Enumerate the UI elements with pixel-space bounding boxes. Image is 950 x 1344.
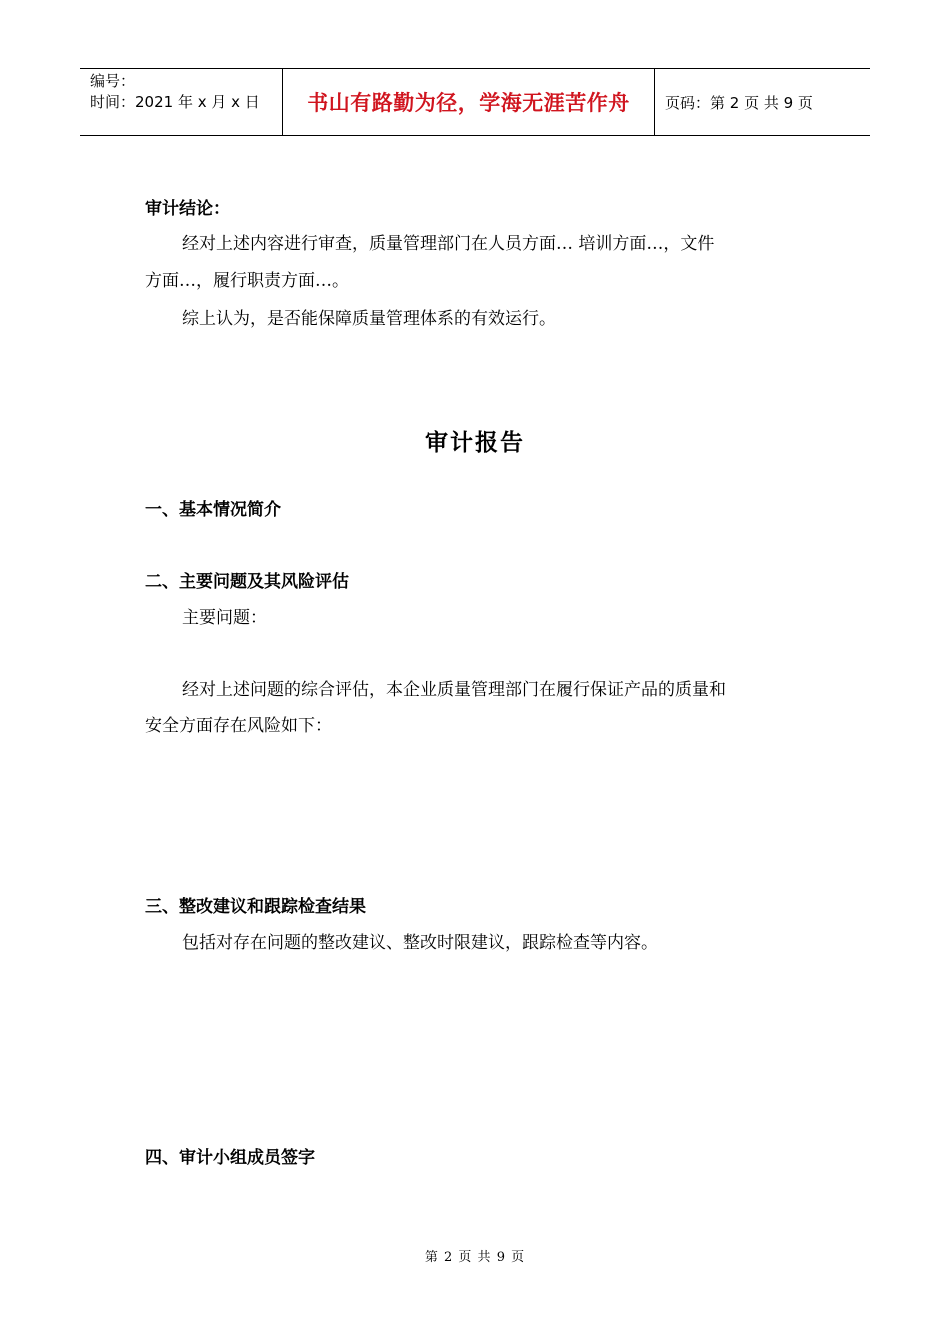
conclusion-line-1: 经对上述内容进行审查，质量管理部门在人员方面… 培训方面…，文件 [182,234,715,254]
header-page-cell [655,69,870,135]
section-1-heading: 一、基本情况简介 [145,500,281,520]
header-motto-cell [282,69,655,135]
section-2-paragraph-line-1: 经对上述问题的综合评估，本企业质量管理部门在履行保证产品的质量和 [182,680,726,700]
section-4-heading: 四、审计小组成员签字 [145,1148,315,1168]
section-2-paragraph-line-2: 安全方面存在风险如下： [145,716,332,736]
section-2-subheading: 主要问题： [182,608,267,628]
report-title: 审计报告 [425,430,525,456]
page-code: 页码：第 2 页 共 9 页 [665,93,813,112]
page-footer: 第 2 页 共 9 页 [424,1250,526,1265]
conclusion-heading: 审计结论： [145,199,230,219]
section-3-paragraph: 包括对存在问题的整改建议、整改时限建议，跟踪检查等内容。 [182,933,658,953]
page-header [80,68,870,136]
conclusion-line-2: 方面…，履行职责方面…。 [145,271,349,291]
motto-text: 书山有路勤为径，学海无涯苦作舟 [307,91,630,115]
time-label: 时间：2021 年 x 月 x 日 [90,93,260,111]
section-3-heading: 三、整改建议和跟踪检查结果 [145,897,366,917]
header-meta [80,69,282,135]
section-2-heading: 二、主要问题及其风险评估 [145,572,349,592]
conclusion-line-3: 综上认为，是否能保障质量管理体系的有效运行。 [182,309,556,329]
number-label: 编号： [90,72,136,90]
